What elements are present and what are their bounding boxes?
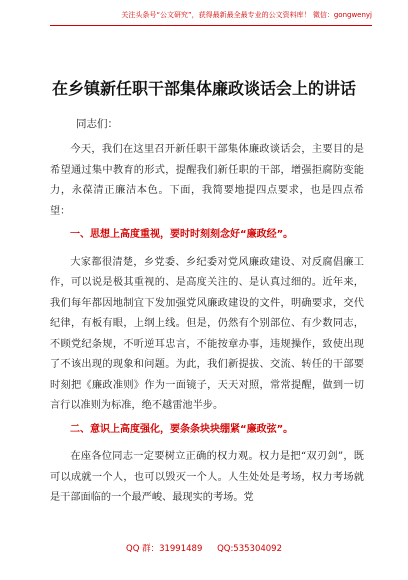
section-paragraph: 大家都很清楚，乡党委、乡纪委对党风廉政建设、对反腐倡廉工作，可以说是极其重视的、是高度关注的、是认真过细的。近年来，我们每年都因地制宜下发加强党风廉政建设的文件，明确要求，交代纪律，有板有眼，上纲上线。但是，仍然有个别部位、有少数同志，不顾党纪条规，不听逆耳忠言，不能按章办事，违规操作，致使出现了不该出现的现象和问题。为此，我们新提拔、交流、转任的干部要时刻把《廉政准则》作为一面镜子，天天对照，常常提醒，做到一切言行以准则为标准，绝不越雷池半步。 <box>50 256 364 411</box>
intro-paragraph: 今天，我们在这里召开新任职干部集体廉政谈话会，主要目的是希望通过集中教育的形式，提醒我们新任职的干部，增强拒腐防变能力，永葆清正廉洁本色。下面，我简要地提四点要求，也是四点希望： <box>50 144 364 217</box>
promo-header-text: 关注头条号“公文研究”，获得最新最全最专业的公文资料库！ 微信：gongwenyj <box>121 11 372 19</box>
section-heading: 一、思想上高度重视，要时时刻刻念好“廉政经”。 <box>70 229 294 240</box>
header-divider <box>50 25 372 26</box>
section-heading: 二、意识上高度强化，要条条块块绷紧“廉政弦”。 <box>70 423 294 435</box>
salutation: 同志们： <box>76 118 118 130</box>
document-title: 在乡镇新任职干部集体廉政谈话会上的讲话 <box>51 79 356 98</box>
footer-qq-group: QQ 群：31991489 <box>126 544 203 554</box>
document-body <box>50 140 364 509</box>
footer-contact <box>0 542 408 554</box>
section-paragraph: 在座各位同志一定要树立正确的权力观。权力是把“双刃剑”，既可以成就一个人，也可以毁灭一个人。人生处处是考场，权力考场就是干部面临的一个最严峻、最现实的考场。党 <box>50 451 364 503</box>
footer-qq: QQ:535304092 <box>217 544 282 554</box>
